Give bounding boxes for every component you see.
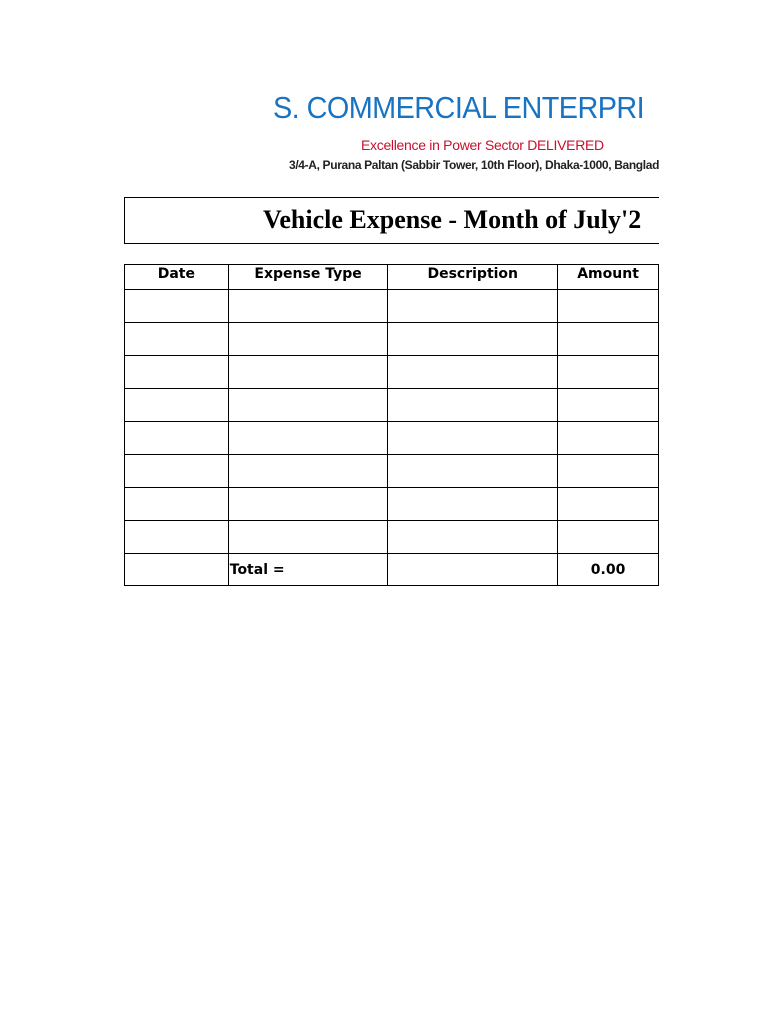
table-row [125, 521, 659, 554]
expense-type-cell[interactable] [228, 323, 388, 356]
amount-cell[interactable] [558, 521, 659, 554]
table-row [125, 422, 659, 455]
description-cell[interactable] [388, 356, 558, 389]
table-row [125, 488, 659, 521]
date-cell[interactable] [125, 488, 229, 521]
table-row [125, 323, 659, 356]
expense-type-cell[interactable] [228, 356, 388, 389]
table-row [125, 356, 659, 389]
amount-cell[interactable] [558, 389, 659, 422]
total-row [125, 554, 659, 586]
company-name: S. COMMERCIAL ENTERPRI [273, 90, 645, 125]
description-cell[interactable] [388, 521, 558, 554]
total-label: Total = [228, 554, 388, 586]
amount-cell[interactable] [558, 323, 659, 356]
description-cell[interactable] [388, 389, 558, 422]
column-header-description: Description [388, 265, 558, 290]
date-cell[interactable] [125, 356, 229, 389]
company-tagline: Excellence in Power Sector DELIVERED [361, 137, 604, 153]
description-cell[interactable] [388, 455, 558, 488]
expense-type-cell[interactable] [228, 521, 388, 554]
expense-table [124, 264, 659, 586]
expense-type-cell[interactable] [228, 488, 388, 521]
description-cell[interactable] [388, 488, 558, 521]
company-address: 3/4-A, Purana Paltan (Sabbir Tower, 10th Floor), Dhaka-1000, Banglad [289, 158, 659, 172]
date-cell[interactable] [125, 521, 229, 554]
expense-type-cell[interactable] [228, 455, 388, 488]
date-cell[interactable] [125, 455, 229, 488]
amount-cell[interactable] [558, 488, 659, 521]
expense-type-cell[interactable] [228, 422, 388, 455]
date-cell[interactable] [125, 290, 229, 323]
amount-cell[interactable] [558, 455, 659, 488]
date-cell[interactable] [125, 389, 229, 422]
table-row [125, 290, 659, 323]
column-header-amount: Amount [558, 265, 659, 290]
expense-type-cell[interactable] [228, 389, 388, 422]
table-header-row [125, 265, 659, 290]
description-cell[interactable] [388, 290, 558, 323]
total-row-description-cell[interactable] [388, 554, 558, 586]
description-cell[interactable] [388, 422, 558, 455]
column-header-expense-type: Expense Type [228, 265, 388, 290]
amount-cell[interactable] [558, 356, 659, 389]
total-amount: 0.00 [558, 554, 659, 586]
expense-type-cell[interactable] [228, 290, 388, 323]
report-title-box [124, 197, 659, 244]
date-cell[interactable] [125, 323, 229, 356]
table-row [125, 389, 659, 422]
total-row-blank-cell[interactable] [125, 554, 229, 586]
description-cell[interactable] [388, 323, 558, 356]
amount-cell[interactable] [558, 422, 659, 455]
amount-cell[interactable] [558, 290, 659, 323]
report-title: Vehicle Expense - Month of July'2 [263, 205, 642, 234]
column-header-date: Date [125, 265, 229, 290]
table-row [125, 455, 659, 488]
date-cell[interactable] [125, 422, 229, 455]
